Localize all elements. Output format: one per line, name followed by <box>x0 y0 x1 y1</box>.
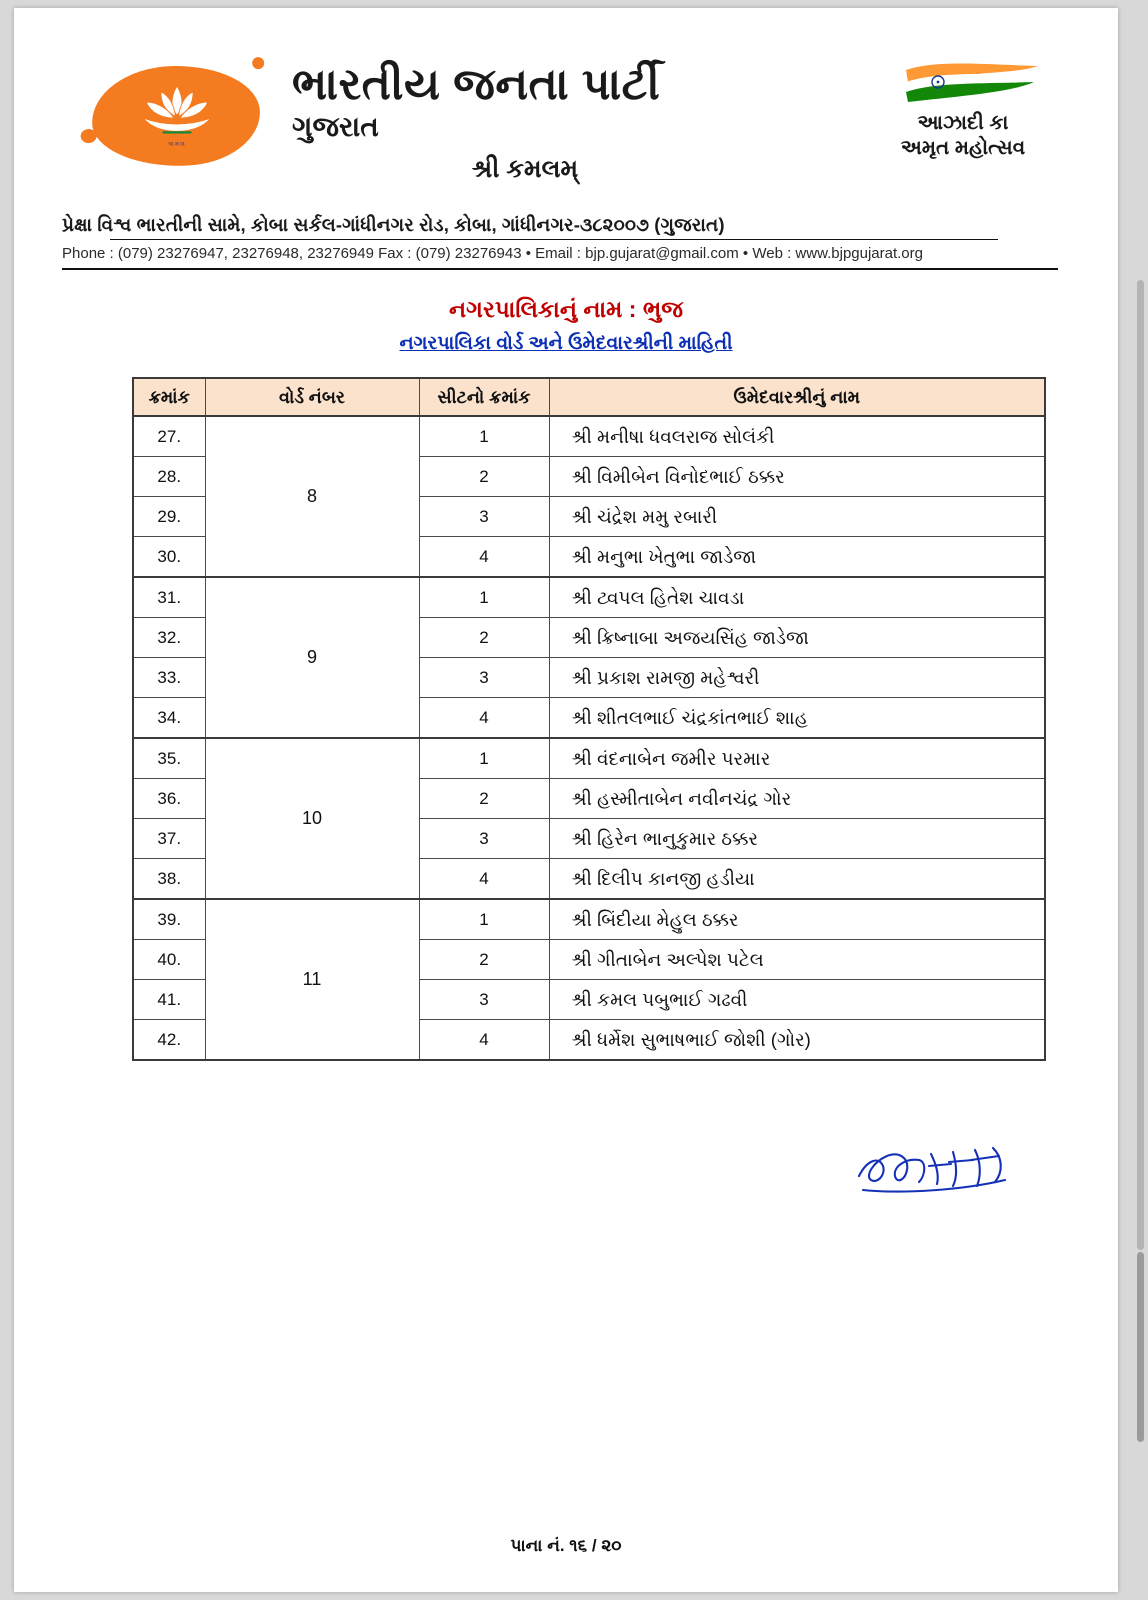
cell-seat-number: 1 <box>419 577 549 618</box>
cell-sr-no: 40. <box>133 940 205 980</box>
contact-details: Phone : (079) 23276947, 23276948, 23276949 Fax : (079) 23276943 • Email : bjp.gujarat@gmail.com • Web : www.bjpgujarat.org <box>62 245 923 262</box>
cell-sr-no: 27. <box>133 416 205 457</box>
cell-candidate-name: શ્રી ક્રિષ્નાબા અજયસિંહ જાડેજા <box>549 618 1045 658</box>
table-header-row <box>133 378 1045 416</box>
cell-ward-number: 9 <box>205 577 419 738</box>
lotus-icon <box>132 80 222 146</box>
cell-seat-number: 3 <box>419 658 549 698</box>
cell-candidate-name: શ્રી બિંદીયા મેહુલ ઠક્કર <box>549 899 1045 940</box>
cell-candidate-name: શ્રી ટ્વપલ હિતેશ ચાવડા <box>549 577 1045 618</box>
cell-seat-number: 1 <box>419 416 549 457</box>
cell-sr-no: 33. <box>133 658 205 698</box>
page-footer: પાના નં. ૧૬ / ૨૦ <box>510 1536 622 1555</box>
letterhead <box>14 8 1118 208</box>
table-body <box>133 416 1045 1060</box>
cell-candidate-name: શ્રી ચંદ્રેશ મમુ રબારી <box>549 497 1045 537</box>
cell-candidate-name: શ્રી કમલ પબુભાઈ ગઢવી <box>549 980 1045 1020</box>
cell-seat-number: 2 <box>419 618 549 658</box>
cell-candidate-name: શ્રી પ્રકાશ રામજી મહેશ્વરી <box>549 658 1045 698</box>
cell-seat-number: 4 <box>419 1020 549 1061</box>
page-title: નગરપાલિકાનું નામ : ભુજ <box>449 296 683 322</box>
azadi-line-2: અમૃત મહોત્સવ <box>900 137 1026 159</box>
office-address: પ્રેક્ષા વિશ્વ ભારતીની સામે, કોબા સર્કલ-ગાંધીનગર રોડ, કોબા, ગાંધીનગર-૩૮૨૦૦૭ (ગુજરાત) <box>62 214 725 235</box>
cell-sr-no: 31. <box>133 577 205 618</box>
cell-candidate-name: શ્રી દિલીપ કાનજી હડીયા <box>549 859 1045 900</box>
cell-candidate-name: શ્રી શીતલભાઈ ચંદ્રકાંતભાઈ શાહ <box>549 698 1045 739</box>
column-header-ward: વોર્ડ નંબર <box>205 378 419 416</box>
cell-seat-number: 4 <box>419 537 549 578</box>
bjp-logo <box>84 56 274 186</box>
cell-sr-no: 41. <box>133 980 205 1020</box>
address-block <box>62 214 1058 268</box>
scrollbar-thumb-lower[interactable] <box>1137 1252 1144 1442</box>
cell-seat-number: 1 <box>419 899 549 940</box>
cell-seat-number: 2 <box>419 779 549 819</box>
cell-candidate-name: શ્રી વિમીબેન વિનોદભાઈ ઠક્કર <box>549 457 1045 497</box>
azadi-line-1: આઝાદી કા <box>917 112 1009 134</box>
cell-candidate-name: શ્રી વંદનાબેન જમીર પરમાર <box>549 738 1045 779</box>
candidates-table <box>132 377 1046 1061</box>
cell-candidate-name: શ્રી ધર્મેશ સુભાષભાઈ જોશી (ગોર) <box>549 1020 1045 1061</box>
document-page <box>14 8 1118 1592</box>
cell-ward-number: 10 <box>205 738 419 899</box>
divider-bold <box>62 268 1058 270</box>
cell-seat-number: 3 <box>419 980 549 1020</box>
cell-candidate-name: શ્રી હસ્મીતાબેન નવીનચંદ્ર ગોર <box>549 779 1045 819</box>
cell-seat-number: 2 <box>419 457 549 497</box>
table-row <box>133 899 1045 940</box>
cell-sr-no: 29. <box>133 497 205 537</box>
cell-sr-no: 35. <box>133 738 205 779</box>
column-header-seat: સીટનો ક્રમાંક <box>419 378 549 416</box>
cell-sr-no: 34. <box>133 698 205 739</box>
cell-ward-number: 11 <box>205 899 419 1060</box>
table-row <box>133 416 1045 457</box>
page-scrollbar[interactable] <box>1135 0 1146 1600</box>
cell-ward-number: 8 <box>205 416 419 577</box>
column-header-sr: ક્રમાંક <box>133 378 205 416</box>
column-header-candidate: ઉમેદવારશ્રીનું નામ <box>549 378 1045 416</box>
party-title: ભારતીય જનતા પાર્ટી <box>292 60 661 109</box>
cell-candidate-name: શ્રી ગીતાબેન અલ્પેશ પટેલ <box>549 940 1045 980</box>
cell-sr-no: 37. <box>133 819 205 859</box>
svg-text:भा.ज.पा.: भा.ज.पा. <box>168 141 186 146</box>
cell-candidate-name: શ્રી હિરેન ભાનુકુમાર ઠક્કર <box>549 819 1045 859</box>
divider-thin <box>110 239 998 240</box>
cell-seat-number: 4 <box>419 859 549 900</box>
cell-sr-no: 38. <box>133 859 205 900</box>
cell-candidate-name: શ્રી મનીષા ધવલરાજ સોલંકી <box>549 416 1045 457</box>
party-state: ગુજરાત <box>292 111 379 143</box>
party-motto: શ્રી કમલમ્ <box>471 154 579 183</box>
indian-flag-icon <box>896 62 1046 102</box>
cell-sr-no: 42. <box>133 1020 205 1061</box>
cell-seat-number: 4 <box>419 698 549 739</box>
cell-sr-no: 32. <box>133 618 205 658</box>
page-subtitle: નગરપાલિકા વોર્ડ અને ઉમેદવારશ્રીની માહિતી <box>399 333 733 354</box>
cell-candidate-name: શ્રી મનુભા ખેતુભા જાડેજા <box>549 537 1045 578</box>
cell-seat-number: 1 <box>419 738 549 779</box>
cell-seat-number: 3 <box>419 497 549 537</box>
cell-sr-no: 36. <box>133 779 205 819</box>
table-row <box>133 577 1045 618</box>
candidates-table-wrap <box>132 377 1050 1061</box>
scrollbar-thumb-upper[interactable] <box>1137 280 1144 1250</box>
cell-sr-no: 39. <box>133 899 205 940</box>
cell-sr-no: 30. <box>133 537 205 578</box>
table-row <box>133 738 1045 779</box>
signature-mark <box>853 1136 1023 1206</box>
cell-seat-number: 3 <box>419 819 549 859</box>
cell-sr-no: 28. <box>133 457 205 497</box>
cell-seat-number: 2 <box>419 940 549 980</box>
azadi-ka-amrit-mahotsav-logo <box>868 56 1058 160</box>
